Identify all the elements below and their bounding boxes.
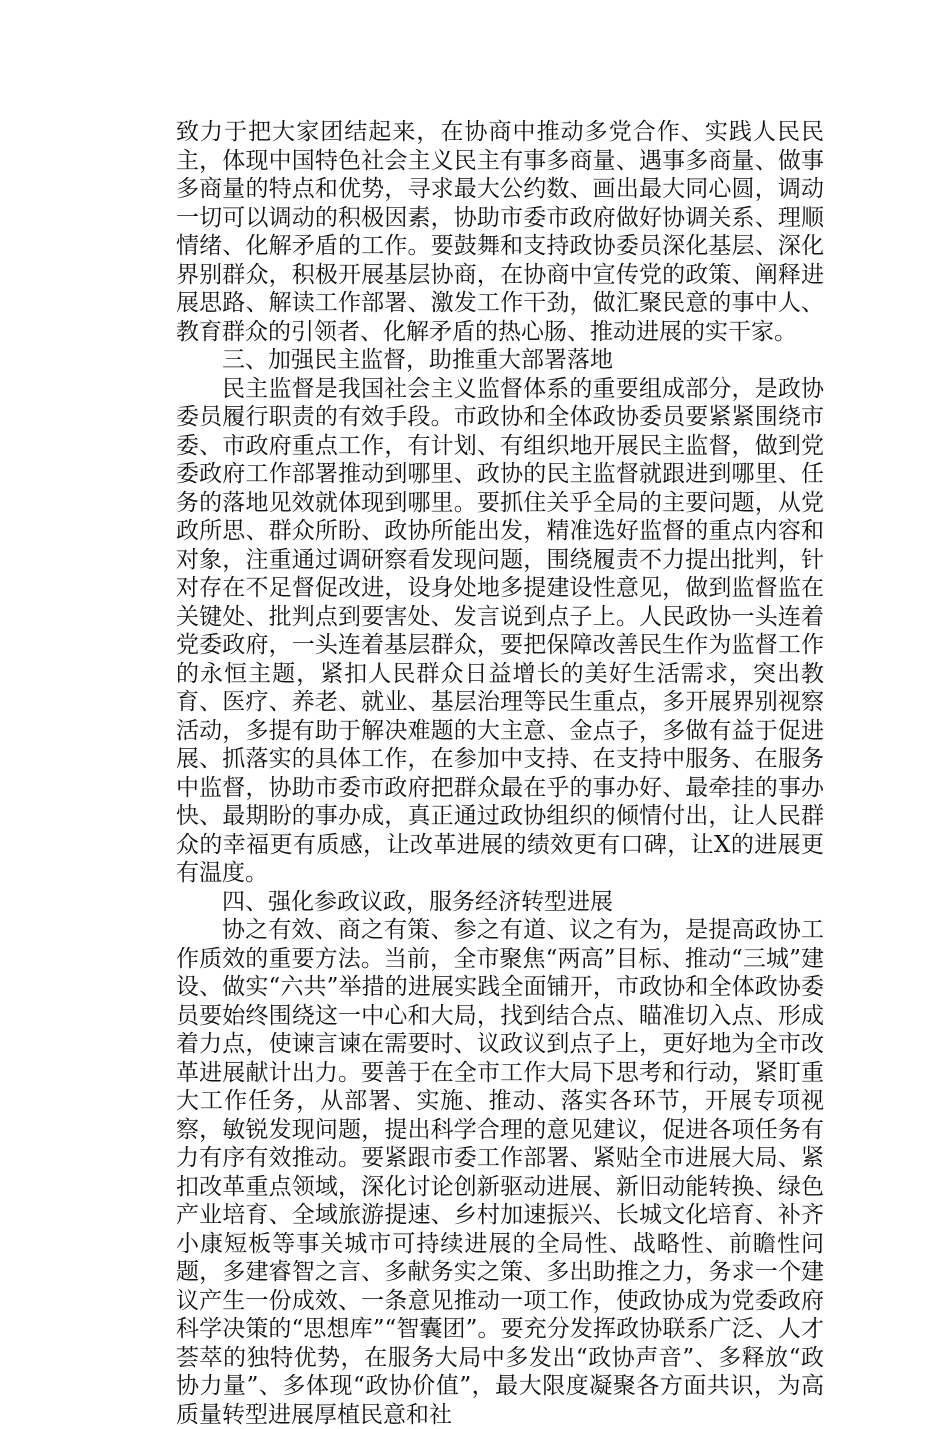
paragraph-democratic-supervision: 民主监督是我国社会主义监督体系的重要组成部分，是政协委员履行职责的有效手段。市政协和全体政协委员要紧紧围绕市委、市政府重点工作，有计划、有组织地开展民主监督，做到党委政府工作部署推动到哪里、政协的民主监督就跟进到哪里、任务的落地见效就体现到哪里。要抓住关乎全局的主要问题，从党政所思、群众所盼、政协所能出发，精准选好监督的重点内容和对象，注重通过调研察看发现问题，围绕履责不力提出批判，针对存在不足督促改进，设身处地多提建设性意见，做到监督监在关键处、批判点到要害处、发言说到点子上。人民政协一头连着党委政府，一头连着基层群众，要把保障改善民生作为监督工作的永恒主题，紧扣人民群众日益增长的美好生活需求，突出教育、医疗、养老、就业、基层治理等民生重点，多开展界别视察活动，多提有助于解决难题的大主意、金点子，多做有益于促进展、抓落实的具体工作，在参加中支持、在支持中服务、在服务中监督，协助市委市政府把群众最在乎的事办好、最牵挂的事办快、最期盼的事办成，真正通过政协组织的倾情付出，让人民群众的幸福更有质感，让改革进展的绩效更有口碑，让X的进展更有温度。 xyxy=(176,375,824,886)
paragraph-political-participation: 协之有效、商之有策、参之有道、议之有为，是提高政协工作质效的重要方法。当前，全市聚焦“两高”目标、推动“三城”建设、做实“六共”举措的进展实践全面铺开，市政协和全体政协委员要始终围绕这一中心和大局，找到结合点、瞄准切入点、形成着力点，使谏言谏在需要时、议政议到点子上，更好地为全市改革进展献计出力。要善于在全市工作大局下思考和行动，紧盯重大工作任务，从部署、实施、推动、落实各环节，开展专项视察，敏锐发现问题，提出科学合理的意见建议，促进各项任务有力有序有效推动。要紧跟市委工作部署、紧贴全市进展大局、紧扣改革重点领域，深化讨论创新驱动进展、新旧动能转换、绿色产业培育、全域旅游提速、乡村加速振兴、长城文化培育、补齐小康短板等事关城市可持续进展的全局性、战略性、前瞻性问题，多建睿智之言、多献务实之策、多出助推之力，务求一个建议产生一份成效、一条意见推动一项工作，使政协成为党委政府科学决策的“思想库”“智囊团”。要充分发挥政协联系广泛、人才荟萃的独特优势，在服务大局中多发出“政协声音”、多释放“政协力量”、多体现“政协价值”，最大限度凝聚各方面共识，为高质量转型进展厚植民意和社 xyxy=(176,917,824,1428)
section-heading-4: 四、强化参政议政，服务经济转型进展 xyxy=(222,888,613,915)
section-heading-3: 三、加强民主监督，助推重大部署落地 xyxy=(222,347,613,373)
paragraph-continued: 致力于把大家团结起来，在协商中推动多党合作、实践人民民主，体现中国特色社会主义民主有事多商量、遇事多商量、做事多商量的特点和优势，寻求最大公约数、画出最大同心圆，调动一切可以调动的积极因素，协助市委市政府做好协调关系、理顺情绪、化解矛盾的工作。要鼓舞和支持政协委员深化基层、深化界别群众，积极开展基层协商，在协商中宣传党的政策、阐释进展思路、解读工作部署、激发工作干劲，做汇聚民意的事中人、教育群众的引领者、化解矛盾的热心肠、推动进展的实干家。 xyxy=(176,119,824,345)
document-body xyxy=(176,118,824,1429)
